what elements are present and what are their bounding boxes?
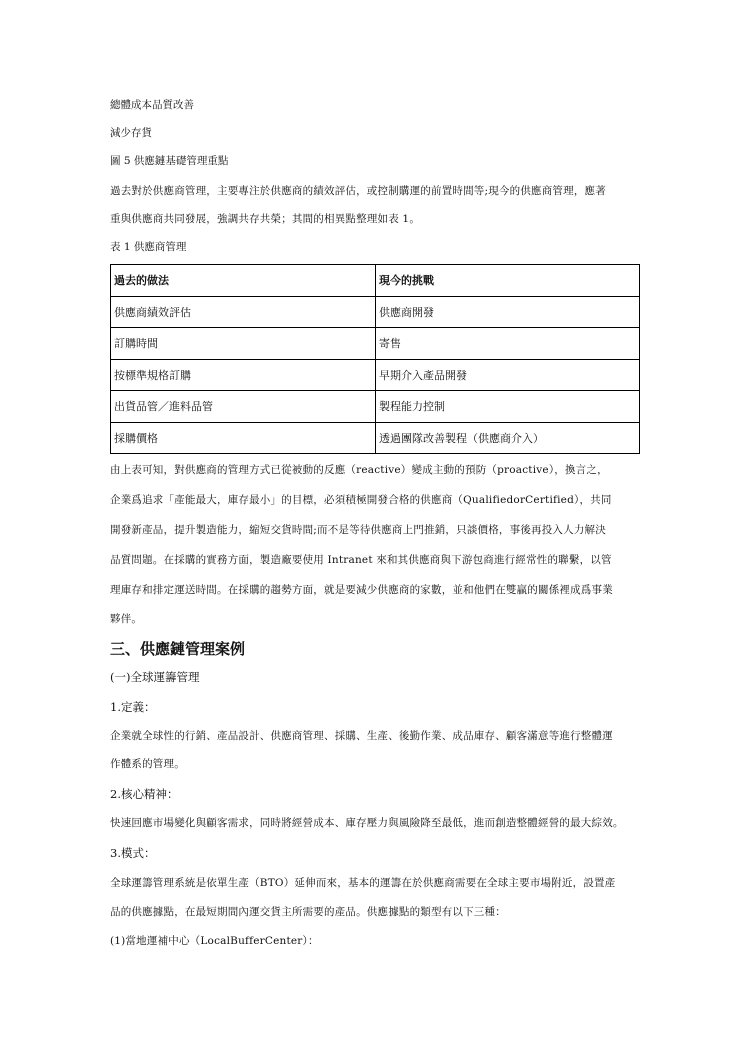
table-cell: 按標準規格訂購 <box>111 359 376 391</box>
definition-title: 1.定義： <box>110 700 156 714</box>
paragraph2-line-6: 夥伴。 <box>110 613 143 625</box>
paragraph2-line-5: 理庫存和排定運送時間。在採購的趨勢方面，就是要減少供應商的家數，並和他們在雙贏的關係裡成爲事業 <box>110 584 613 596</box>
table-cell: 供應商開發 <box>376 296 640 328</box>
figure-caption: 圖 5 供應鏈基礎管理重點 <box>110 155 229 167</box>
subsection-title: (一)全球運籌管理 <box>110 670 200 684</box>
table-cell: 寄售 <box>376 328 640 360</box>
core-spirit-text: 快速回應市場變化與顧客需求，同時將經營成本、庫存壓力與風險降至最低，進而創造整體經營的最大綜效。 <box>110 817 624 829</box>
intro-line-2: 減少存貨 <box>110 127 152 139</box>
table-cell: 採購價格 <box>111 422 376 454</box>
table-row <box>111 296 640 328</box>
table-row <box>111 359 640 391</box>
definition-line-1: 企業就全球性的行銷、產品設計、供應商管理、採購、生產、後勤作業、成品庫存、顧客滿意等進行整體運 <box>110 730 613 742</box>
list-item: (1)當地運補中心（LocalBufferCenter）： <box>110 935 319 947</box>
mode-title: 3.模式： <box>110 846 156 860</box>
table-cell: 早期介入產品開發 <box>376 359 640 391</box>
paragraph2-line-4: 品質問題。在採購的實務方面，製造廠要使用 Intranet 來和其供應商與下游包商進行經常性的聯繫，以管 <box>110 554 612 566</box>
definition-line-2: 作體系的管理。 <box>110 758 185 770</box>
table-row <box>111 328 640 360</box>
table-header-past: 過去的做法 <box>111 265 376 297</box>
table-cell: 出貨品管／進料品管 <box>111 391 376 423</box>
paragraph1-line-2: 重與供應商共同發展，強調共存共榮；其間的相異點整理如表 1。 <box>110 213 421 225</box>
supplier-management-table <box>110 264 640 454</box>
table-header-current: 現今的挑戰 <box>376 265 640 297</box>
mode-line-1: 全球運籌管理系統是依單生產（BTO）延伸而來，基本的運籌在於供應商需要在全球主要市場附近，設置產 <box>110 877 616 889</box>
paragraph2-line-3: 開發新產品，提升製造能力，縮短交貨時間;而不是等待供應商上門推銷，只談價格，事後再投入人力解決 <box>110 524 606 536</box>
paragraph2-line-2: 企業爲追求「產能最大，庫存最小」的目標，必須積極開發合格的供應商（QualifiedorCertified），共同 <box>110 494 612 506</box>
paragraph2-line-1: 由上表可知，對供應商的管理方式已從被動的反應（reactive）變成主動的預防（proactive），換言之， <box>110 464 608 476</box>
section-heading: 三、供應鏈管理案例 <box>110 640 246 658</box>
table-cell: 供應商績效評估 <box>111 296 376 328</box>
table-header-row <box>111 265 640 297</box>
core-spirit-title: 2.核心精神： <box>110 787 179 801</box>
table-caption: 表 1 供應商管理 <box>110 241 187 253</box>
table-cell: 訂購時間 <box>111 328 376 360</box>
intro-line-1: 總體成本品質改善 <box>110 99 194 111</box>
table-cell: 製程能力控制 <box>376 391 640 423</box>
table-cell: 透過團隊改善製程（供應商介入） <box>376 422 640 454</box>
table-row <box>111 422 640 454</box>
mode-line-2: 品的供應據點，在最短期間內運交貨主所需要的產品。供應據點的類型有以下三種： <box>110 906 506 918</box>
table-row <box>111 391 640 423</box>
paragraph1-line-1: 過去對於供應商管理，主要專注於供應商的績效評估，或控制購運的前置時間等;現今的供應商管理，應著 <box>110 185 606 197</box>
